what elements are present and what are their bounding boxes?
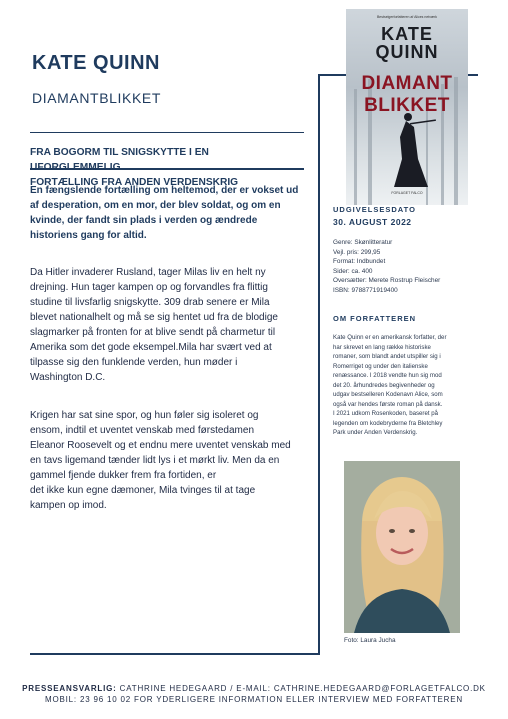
frame-vertical: [318, 74, 320, 654]
fact-format: Format: Indbundet: [333, 258, 386, 265]
cover-title: DIAMANT BLIKKET: [361, 73, 453, 116]
cover-publisher: FORLAGET FALCO: [391, 191, 423, 195]
press-contact-label: PRESSEANSVARLIG:: [22, 684, 117, 693]
fact-genre: Genre: Skønlitteratur: [333, 239, 393, 246]
release-date-label: UDGIVELSESDATO: [333, 205, 416, 214]
press-contact-footer: [0, 683, 508, 705]
about-author-text: Kate Quinn er en amerikansk forfatter, der har skrevet en lang række historiske romaner, som blandt andet utspiller sig i Romerriget og under den italienske renæssance. I 2018 vendte hun sig mod det 20. århundredes begivenheder og udgav bestselleren Kodenavn Alice, som også var hendes første roman på dansk. I 2021 udkom Rosenkoden, baseret på legenden om kodebryderne fra Bletchley Park under Anden Verdenskrig.: [333, 334, 447, 436]
fact-translator: Oversætter: Merete Rostrup Fleischer: [333, 277, 441, 284]
book-title: DIAMANTBLIKKET: [32, 90, 161, 106]
photo-credit: Foto: Laura Jucha: [344, 637, 396, 644]
press-contact-phone: MOBIL: 23 96 10 02 FOR YDERLIGERE INFORMATION ELLER INTERVIEW MED FORFATTEREN: [45, 695, 463, 704]
fact-isbn: ISBN: 9788771919400: [333, 286, 398, 294]
cover-quote: Bestselgerforfatteren af Alices netværk: [376, 15, 438, 19]
author-photo: [344, 461, 460, 633]
author-name: KATE QUINN: [32, 52, 160, 74]
press-contact-details: CATHRINE HEDEGAARD / E-MAIL: CATHRINE.HEDEGAARD@FORLAGETFALCO.DK: [119, 684, 486, 693]
about-author-heading: OM FORFATTEREN: [333, 314, 417, 323]
fact-price: Vejl. pris: 299,95: [333, 248, 381, 256]
fact-pages: Sider: ca. 400: [333, 267, 373, 275]
author-portrait: [344, 461, 460, 633]
book-cover: [346, 9, 468, 205]
book-facts: [333, 238, 440, 295]
body-paragraph-2: Krigen har sat sine spor, og hun føler sig isoleret og ensom, indtil et uventet venskab med førstedamen Eleanor Roosevelt og et endnu mere uventet venskab med en tavs ligemand tænder lidt lys i et mørkt liv. Men da en gammel fjende dukker frem fra fortiden, er det ikke kun egne dæmoner, Mila tvinges til at tage kampen op imod.: [30, 410, 291, 511]
cover-author: KATE QUINN: [375, 24, 439, 62]
lead-paragraph: En fængslende fortælling om heltemod, der er vokset ud af desperation, om en mor, der blev soldat, og om en kvinde, der fandt sin plads i verden og ændrede historiens gang for altid.: [30, 185, 299, 241]
frame-bottom: [30, 653, 320, 655]
body-paragraph-1: Da Hitler invaderer Rusland, tager Milas liv en helt ny drejning. Hun tager kampen op og forvandles fra flittig studine til livsfarlig snigskytte. 309 drab senere er Mila blevet nationalhelt og må se sig hentet ud fra de blodige slagmarker på fronten for at blive sendt på charmetur til Amerika som det gode eksempel.Mila har svært ved at tilpasse sig den funklende verden, hun møder i Washington D.C.: [30, 267, 278, 383]
release-date: 30. AUGUST 2022: [333, 217, 412, 227]
tagline: FRA BOGORM TIL SNIGSKYTTE I EN UFORGLEMMELIG FORTÆLLING FRA ANDEN VERDENSKRIG: [30, 147, 239, 188]
top-rule: [30, 132, 304, 133]
